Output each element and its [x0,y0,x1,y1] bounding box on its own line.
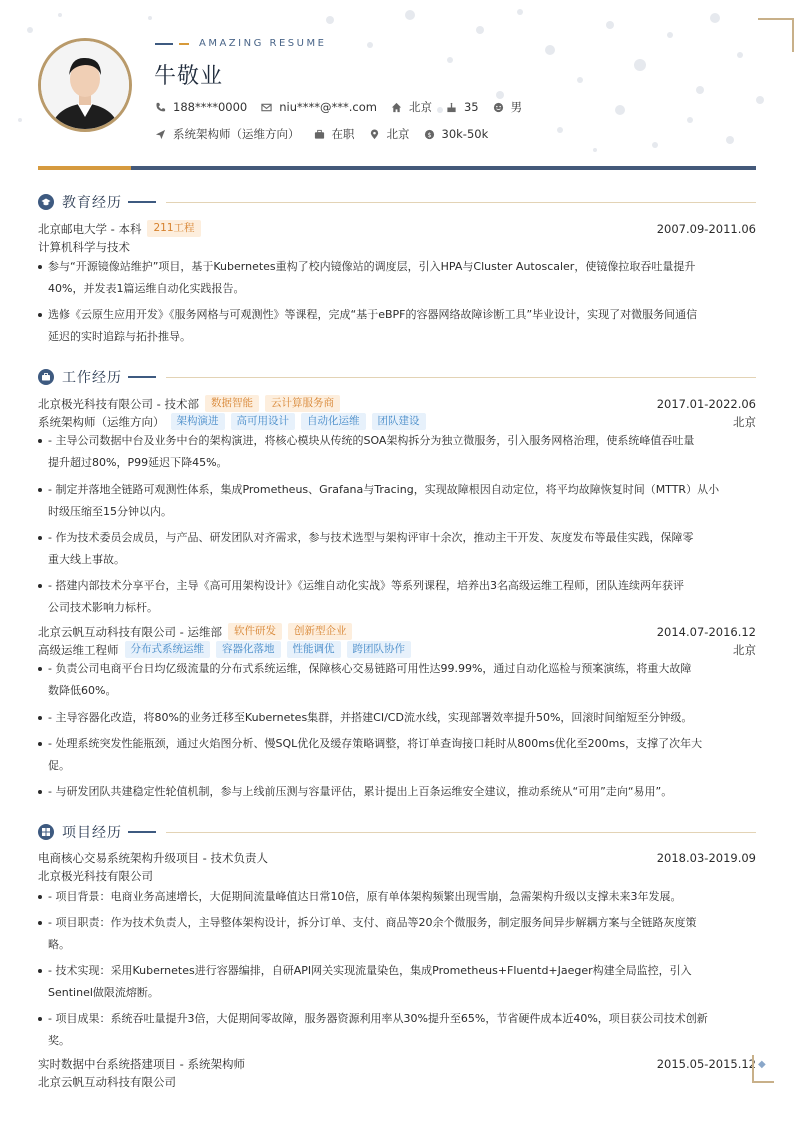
bullet-line: - 作为技术委员会成员，与产品、研发团队对齐需求，参与技术选型与架构评审十余次，推动主干开发、灰度发布等最佳实践，保障零 [48,531,694,544]
avatar [38,38,132,132]
bullet-line: 提升超过80%，P99延迟下降45%。 [48,456,228,469]
bullet-line: 参与“开源镜像站维护”项目，基于Kubernetes重构了校内镜像站的调度层，引入HPA与Cluster Autoscaler，使镜像拉取吞吐量提升 [48,260,696,273]
age-text: 35 [463,100,479,114]
home-icon [391,102,402,113]
header-divider [131,166,756,170]
bullet-line: 延迟的实时追踪与拓扑推导。 [48,330,191,343]
heading-line [128,831,156,833]
project-company: 北京云帆互动科技有限公司 [38,1075,176,1089]
project-period: 2018.03-2019.09 [656,851,756,865]
job-bullet [38,658,756,702]
job-header [38,395,756,412]
project-name: 实时数据中台系统搭建项目 - 系统架构师 [38,1057,245,1071]
skill-tag: 架构演进 [171,413,225,430]
projects-section-title [38,822,756,842]
bullet-line: - 负责公司电商平台日均亿级流量的分布式系统运维，保障核心交易链路可用性达99.99%，通过自动化巡检与预案演练，将重大故障 [48,662,692,675]
industry-tag: 创新型企业 [288,623,353,640]
job-bullet [38,430,756,474]
job-bullet [38,733,756,777]
gender-text: 男 [510,100,523,114]
contact-info-row [155,99,536,115]
education-section-title [38,192,756,212]
portrait-image [41,41,129,129]
heading-rule [166,377,756,378]
job-bullet [38,479,756,523]
brand-tagline [155,38,326,49]
gender-item [493,99,523,115]
email-text: niu****@***.com [279,100,377,114]
svg-text:$: $ [426,130,432,139]
work-section-title [38,367,756,387]
graduation-cap-icon [38,194,54,210]
skill-tag: 自动化运维 [301,413,366,430]
heading-line [128,376,156,378]
project-name: 电商核心交易系统架构升级项目 - 技术负责人 [38,851,268,865]
skill-tag: 性能调优 [287,641,341,658]
project-company: 北京极光科技有限公司 [38,869,153,883]
bullet-line: - 项目成果：系统吞吐量提升3倍，大促期间零故障，服务器资源利用率从30%提升至65%，节省硬件成本近40%，项目获公司技术创新 [48,1012,708,1025]
bullet-line: 选修《云原生应用开发》《服务网格与可观测性》等课程，完成“基于eBPF的容器网络故障诊断工具”毕业设计，实现了对微服务间通信 [48,308,698,321]
skill-tag: 分布式系统运维 [125,641,211,658]
project-header [38,1056,756,1072]
salary-item [424,127,489,141]
smile-icon [493,102,504,113]
bullet-line: - 主导公司数据中台及业务中台的架构演进，将核心模块从传统的SOA架构拆分为独立微服务，引入服务网格治理，使系统峰值吞吐量 [48,434,695,447]
send-icon [155,129,166,140]
bullet-line: - 与研发团队共建稳定性轮值机制，参与上线前压测与容量评估，累计提出上百条运维安全建议，推动系统从“可用”走向“易用”。 [48,785,673,798]
target-city-text: 北京 [386,127,410,141]
corner-decoration [758,18,794,52]
brand-line [155,43,173,45]
phone-item [155,100,247,114]
brand-line-accent [179,43,189,45]
job-bullet [38,527,756,571]
industry-tag: 云计算服务商 [265,395,340,412]
city-text: 北京 [408,100,432,114]
money-icon [424,129,435,140]
corner-decoration-bottom [752,1055,774,1083]
brand-text: AMAZING RESUME [199,38,327,49]
job-city: 北京 [733,642,756,657]
education-header [38,220,756,237]
bullet-line: 时级压缩至15分钟以内。 [48,505,172,518]
skill-tag: 高可用设计 [231,413,296,430]
school-tag: 211工程 [147,220,200,237]
bullet-line: - 项目背景：电商业务高速增长，大促期间流量峰值达日常10倍，原有单体架构频繁出现雪崩，急需架构升级以支撑未来3年发展。 [48,890,682,903]
job-intent-row [155,126,502,142]
position-item [155,126,300,142]
bullet-line: 数降低60%。 [48,684,117,697]
bullet-line: Sentinel做限流熔断。 [48,986,159,999]
bullet-line: 重大线上事故。 [48,553,125,566]
email-item [261,100,377,114]
bullet-line: - 技术实现：采用Kubernetes进行容器编排，自研API网关实现流量染色，集成Prometheus+Fluentd+Jaeger构建全局监控，引入 [48,964,692,977]
job-role: 高级运维工程师 [38,642,119,657]
education-bullet [38,256,756,300]
project-bullet [38,1008,756,1052]
header-divider-accent [38,166,131,170]
bullet-line: 公司技术影响力标杆。 [48,601,158,614]
skill-tag: 跨团队协作 [347,641,412,658]
bullet-line: 奖。 [48,1034,70,1047]
project-bullet [38,886,756,908]
project-header [38,850,756,866]
bullet-line: - 主导容器化改造，将80%的业务迁移至Kubernetes集群，并搭建CI/CD流水线，实现部署效率提升50%，回滚时间缩短至分钟级。 [48,711,693,724]
school-name: 北京邮电大学 - 本科 [38,221,142,236]
job-bullet [38,781,756,803]
project-bullet [38,912,756,956]
job-role-row [38,641,756,658]
briefcase-icon [314,129,325,140]
position-text: 系统架构师（运维方向） [173,127,300,141]
job-period: 2017.01-2022.06 [656,396,756,411]
company-name: 北京极光科技有限公司 - 技术部 [38,396,199,411]
cake-icon [446,102,457,113]
education-major-row [38,239,756,255]
job-header [38,623,756,640]
email-icon [261,102,272,113]
section-heading: 教育经历 [62,195,122,211]
location-pin-icon [369,129,380,140]
company-name: 北京云帆互动科技有限公司 - 运维部 [38,624,222,639]
education-bullet [38,304,756,348]
job-role-row [38,413,756,430]
diamond-icon: ◆ [758,1059,766,1070]
target-city-item [369,126,410,142]
bullet-line: - 搭建内部技术分享平台，主导《高可用架构设计》《运维自动化实战》等系列课程，培养出3名高级运维工程师，团队连续两年获评 [48,579,684,592]
skill-tag: 容器化落地 [216,641,281,658]
section-heading: 工作经历 [62,370,122,386]
industry-tag: 软件研发 [228,623,282,640]
project-company-row [38,868,756,884]
section-heading: 项目经历 [62,825,122,841]
bullet-line: - 项目职责：作为技术负责人，主导整体架构设计，拆分订单、支付、商品等20余个微服务，制定服务间异步解耦方案与全链路灰度策 [48,916,697,929]
status-text: 在职 [331,127,355,141]
salary-text: 30k-50k [441,127,489,141]
bullet-line: 略。 [48,938,70,951]
bullet-line: - 制定并落地全链路可观测性体系，集成Prometheus、Grafana与Tracing，实现故障根因自动定位，将平均故障恢复时间（MTTR）从小 [48,483,720,496]
bullet-line: 促。 [48,759,70,772]
bullet-line: 40%，并发表1篇运维自动化实践报告。 [48,282,245,295]
job-bullet [38,707,756,729]
briefcase-icon [38,369,54,385]
education-period: 2007.09-2011.06 [656,221,756,236]
grid-icon [38,824,54,840]
job-period: 2014.07-2016.12 [656,624,756,639]
project-period: 2015.05-2015.12 [656,1057,756,1071]
major-name: 计算机科学与技术 [38,240,130,254]
industry-tag: 数据智能 [205,395,259,412]
bullet-line: - 处理系统突发性能瓶颈，通过火焰图分析、慢SQL优化及缓存策略调整，将订单查询接口耗时从800ms优化至200ms，支撑了次年大 [48,737,703,750]
age-item [446,100,479,114]
phone-text: 188****0000 [173,100,248,114]
skill-tag: 团队建设 [372,413,426,430]
project-bullet [38,960,756,1004]
project-company-row [38,1074,756,1090]
heading-line [128,201,156,203]
status-item [314,126,355,142]
candidate-name: 牛敬业 [154,64,224,89]
heading-rule [166,202,756,203]
job-city: 北京 [733,414,756,429]
phone-icon [155,102,166,113]
heading-rule [166,832,756,833]
city-item [391,99,432,115]
job-bullet [38,575,756,619]
job-role: 系统架构师（运维方向） [38,414,165,429]
